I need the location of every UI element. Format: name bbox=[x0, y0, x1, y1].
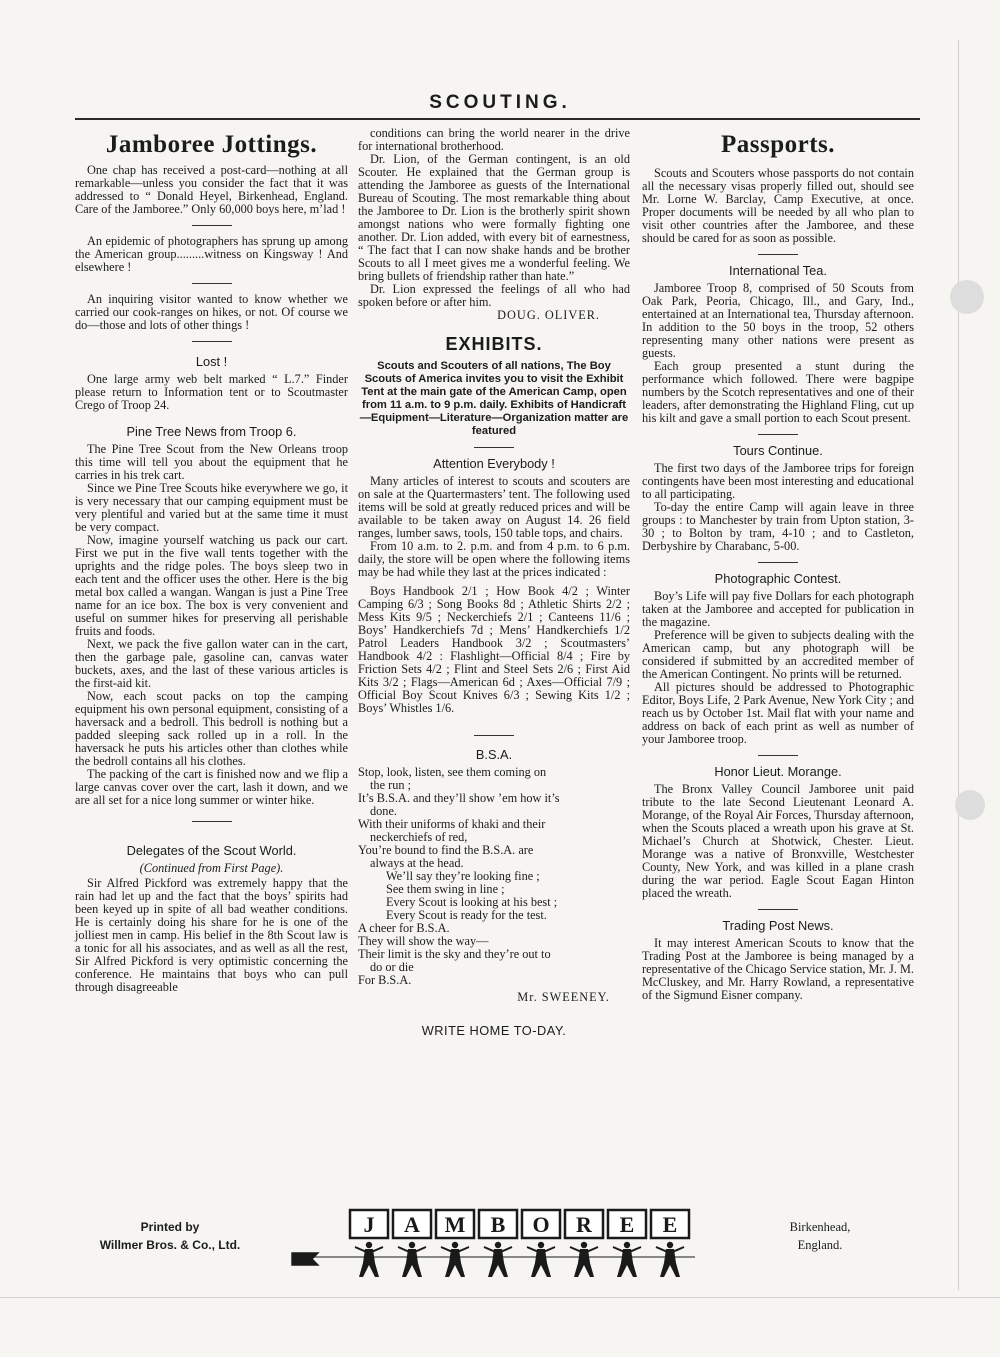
banner-letter: B bbox=[490, 1212, 506, 1237]
jottings-paragraph: An epidemic of photographers has sprung up among the American group.........witness on Kingsway ! And elsewhere ! bbox=[75, 234, 348, 274]
jamboree-banner-logo bbox=[290, 1207, 700, 1282]
column-2 bbox=[358, 127, 630, 1037]
attention-paragraph: Many articles of interest to scouts and scouters are on sale at the Quartermasters’ tent. The following used items will be sold at greatly reduced prices and will be available to be taken away on August 14. 26 field ranges, lumber saws, tools, 150 table tops, and chairs. bbox=[358, 474, 630, 540]
pine-tree-paragraph: The Pine Tree Scout from the New Orleans troop this time will tell you about the equipment that he carries in his trek cart. bbox=[75, 442, 348, 482]
poem-author: Mr. SWEENEY. bbox=[517, 990, 610, 1004]
exhibits-notice: Scouts and Scouters of all nations, The Boy Scouts of America invites you to visit the Exhibit Tent at the main gate of the American Camp, open from 11 a.m. to 9 p.m. daily. Exhibits of Handicraft—Equipment—Literature—Organization matter are featured bbox=[359, 360, 629, 437]
poem-line: A cheer for B.S.A. bbox=[358, 921, 450, 935]
delegates-paragraph: Sir Alfred Pickford was extremely happy that the rain had let up and the fact that the boys’ spirits had been keyed up in spite of all bad weather conditions. He is certainly doing his share for he is one of the jolliest men in camp. His belief in the 8th Scout law is a tonic for all his associates, and as well as all the rest, Sir Alfred Pickford is very optimistic concerning the conference. He maintains that boys who can pull through disagreeable bbox=[75, 876, 348, 994]
passports-paragraph: Scouts and Scouters whose passports do not contain all the necessary visas properly filled out, should see Mr. Lorne W. Barclay, Camp Executive, at once. Proper documents will be needed by all who plan to visit other countries after the Jamboree, and these should be cared for as soon as possible. bbox=[642, 166, 914, 245]
separator bbox=[474, 447, 514, 448]
delegates-continued-paragraph: Dr. Lion expressed the feelings of all who had spoken before or after him. bbox=[358, 282, 630, 309]
paper-blemish bbox=[950, 280, 984, 314]
poem-line: Every Scout is looking at his best ; bbox=[386, 895, 558, 909]
banner-letter: O bbox=[532, 1212, 550, 1237]
poem-line: neckerchiefs of red, bbox=[370, 830, 468, 844]
banner-letter: M bbox=[444, 1212, 466, 1237]
bsa-title: B.S.A. bbox=[475, 747, 513, 762]
lost-body: One large army web belt marked “ L.7.” Finder please return to Information tent or to Scoutmaster Crego of Troop 24. bbox=[75, 372, 348, 412]
delegates-continued-paragraph: conditions can bring the world nearer in the drive for international brotherhood. bbox=[358, 126, 630, 153]
banner-letter-box bbox=[608, 1210, 646, 1238]
separator bbox=[758, 909, 798, 910]
banner-letter-box bbox=[350, 1210, 388, 1238]
jottings-paragraph: One chap has received a post-card—nothing at all remarkable—unless you consider the fact that it was addressed to “ Donald Heyel, Birkenhead, England. Care of the Jamboree.” Only 60,000 boys here, m’lad ! bbox=[75, 163, 348, 216]
banner-letter-box bbox=[651, 1210, 689, 1238]
pine-tree-paragraph: Since we Pine Tree Scouts hike everywhere we go, it is very necessary that our camping equipment must be very plentiful and varied but at the same time it must be very compact. bbox=[75, 481, 348, 534]
lost-title: Lost ! bbox=[195, 354, 228, 369]
column-1 bbox=[75, 127, 348, 994]
poem-line: done. bbox=[370, 804, 397, 818]
poem-line: With their uniforms of khaki and their bbox=[358, 817, 546, 831]
banner-letter-box bbox=[479, 1210, 517, 1238]
printer-credit bbox=[75, 1218, 265, 1254]
separator bbox=[758, 562, 798, 563]
poem-line: You’re bound to find the B.S.A. are bbox=[358, 843, 534, 857]
delegates-continued-note: (Continued from First Page). bbox=[139, 861, 284, 875]
column-3 bbox=[642, 127, 914, 1002]
banner-letter: J bbox=[363, 1212, 375, 1237]
scout-figure-icon bbox=[613, 1242, 641, 1277]
poem-line: We’ll say they’re looking fine ; bbox=[386, 869, 540, 883]
tours-title: Tours Continue. bbox=[733, 443, 823, 458]
photo-paragraph: Boy’s Life will pay five Dollars for each photograph taken at the Jamboree and accepted for publication in the magazine. bbox=[642, 589, 914, 629]
exhibits-title: EXHIBITS. bbox=[445, 334, 543, 354]
location-credit bbox=[770, 1218, 870, 1254]
pine-tree-title: Pine Tree News from Troop 6. bbox=[126, 424, 297, 439]
page-fold-line bbox=[958, 40, 959, 1290]
banner-letter: R bbox=[576, 1212, 592, 1237]
scout-figure-icon bbox=[527, 1242, 555, 1277]
page-bottom-edge bbox=[0, 1297, 1000, 1298]
poem-line: always at the head. bbox=[370, 856, 464, 870]
tea-paragraph: Jamboree Troop 8, comprised of 50 Scouts from Oak Park, Peoria, Chicago, Ill., and Gary, Ind., entertained at an International tea, Thursday afternoon. In addition to the 50 boys in the troop, 52 others representing many other nations were present as guests. bbox=[642, 281, 914, 360]
banner-letter: A bbox=[404, 1212, 420, 1237]
trading-paragraph: It may interest American Scouts to know that the Trading Post at the Jamboree is being managed by a representative of the Chicago Service station, Mr. J. M. McCluskey, and Mr. Harry Rowland, a representative of the Sigmund Eisner company. bbox=[642, 936, 914, 1002]
poem-line: Stop, look, listen, see them coming on bbox=[358, 765, 547, 779]
delegates-title: Delegates of the Scout World. bbox=[126, 843, 297, 858]
pine-tree-paragraph: Next, we pack the five gallon water can in the cart, then the garbage pale, gasoline can, canvas water buckets, axes, and the last of these various articles is the first-aid kit. bbox=[75, 637, 348, 690]
scout-figure-icon bbox=[484, 1242, 512, 1277]
honor-title: Honor Lieut. Morange. bbox=[714, 764, 842, 779]
location-city: Birkenhead, bbox=[789, 1220, 851, 1234]
separator bbox=[758, 755, 798, 756]
price-list: Boys Handbook 2/1 ; How Book 4/2 ; Winter Camping 6/3 ; Song Books 8d ; Athletic Shirts 2/2 ; Mess Kits 9/5 ; Neckerchiefs 2/1 ; Canteens 11/6 ; Boys’ Handkerchiefs 7d ; Mens’ Handkerchiefs 1/2 Patrol Leaders Handbook 3/2 ; Scoutmasters’ Handbook 4/2 : Flashlight—Official 8/4 ; Fire by Friction Sets 4/2 ; Flint and Steel Sets 2/6 ; First Aid Kits 3/2 ; Flags—American 6d ; Axes—Official 7/9 ; Official Boy Scout Knives 6/3 ; Sewing Kits 1/2 ; Boys’ Whistles 1/6. bbox=[358, 584, 630, 715]
separator bbox=[192, 821, 232, 822]
pine-tree-paragraph: Now, imagine yourself watching us pack our cart. First we put in the five wall tents together with the uprights and the ridge poles. The boys sleep two in each tent and the officer uses the other. Here is the big metal box called a wangan. Wangan is just a Pine Tree name for an ice box. The box is very convenient and useful on summer hikes for preserving all perishable fruits and foods. bbox=[75, 533, 348, 638]
author-signature: DOUG. OLIVER. bbox=[497, 308, 600, 322]
banner-letter-box bbox=[522, 1210, 560, 1238]
paper-blemish bbox=[955, 790, 985, 820]
printed-by-label: Printed by bbox=[140, 1220, 200, 1234]
masthead: SCOUTING. bbox=[429, 92, 571, 113]
separator bbox=[192, 283, 232, 284]
printer-name: Willmer Bros. & Co., Ltd. bbox=[99, 1238, 241, 1252]
poem-line: Their limit is the sky and they’re out to bbox=[358, 947, 551, 961]
jamboree-jottings-title: Jamboree Jottings. bbox=[105, 131, 318, 158]
separator bbox=[474, 735, 514, 736]
tours-paragraph: To-day the entire Camp will again leave in three groups : to Manchester by train from Upton station, 3-30 ; to Bolton by tram, 4-10 ; and to Castleton, Derbyshire by Charabanc, 5-00. bbox=[642, 500, 914, 553]
attention-paragraph: From 10 a.m. to 2. p.m. and from 4 p.m. to 6 p.m. daily, the store will be open where the following items may be had while they last at the prices indicated : bbox=[358, 539, 630, 579]
tea-paragraph: Each group presented a stunt during the performance which followed. There were bagpipe numbers by the Scotch representatives and one of their leaders, after demonstrating the Highland Fling, cut up his kilt and gave a small portion to each Scout present. bbox=[642, 359, 914, 425]
poem-line: do or die bbox=[370, 960, 414, 974]
photographic-contest-title: Photographic Contest. bbox=[714, 571, 842, 586]
scout-figure-icon bbox=[656, 1242, 684, 1277]
poem-line: the run ; bbox=[370, 778, 411, 792]
poem-line: For B.S.A. bbox=[358, 973, 412, 987]
banner-letter: E bbox=[619, 1212, 635, 1237]
pine-tree-paragraph: Now, each scout packs on top the camping equipment his own personal equipment, consisting of a haversack and a bedroll. This bedroll is nothing but a padded sleeping sack rolled up in a roll. In the haversack he puts his articles other than clothes while the bedroll contains all his clothes. bbox=[75, 689, 348, 768]
photo-paragraph: All pictures should be addressed to Photographic Editor, Boys Life, 2 Park Avenue, New York City ; and reach us by October 1st. Mail flat with your name and address on back of each print as well as number of your Jamboree troop. bbox=[642, 680, 914, 746]
poem-line: Every Scout is ready for the test. bbox=[386, 908, 547, 922]
scout-figure-icon bbox=[355, 1242, 383, 1277]
delegates-continued-paragraph: Dr. Lion, of the German contingent, is an old Scouter. He explained that the German group is attending the Jamboree as guests of the International Bureau of Scouting. The most remarkable thing about the Jamboree to Dr. Lion is the brotherly spirit shown amongst nations who were formally fighting one another. Dr. Lion added, with every bit of earnestness, “ The fact that I can now shake hands and be brother Scouts to all I meet gives me a wonderful feeling. We bring bullets of friendship rather than hate.” bbox=[358, 152, 630, 283]
photo-paragraph: Preference will be given to subjects dealing with the American camp, but any photograph will be considered if submitted by an accredited member of the American Contingent. No prints will be returned. bbox=[642, 628, 914, 681]
attention-title: Attention Everybody ! bbox=[433, 456, 555, 471]
international-tea-title: International Tea. bbox=[729, 263, 827, 278]
banner-letter-box bbox=[436, 1210, 474, 1238]
separator bbox=[758, 434, 798, 435]
separator bbox=[192, 341, 232, 342]
poem-line: They will show the way— bbox=[358, 934, 489, 948]
bsa-poem bbox=[358, 766, 630, 1004]
poem-line: It’s B.S.A. and they’ll show ’em how it’s bbox=[358, 791, 560, 805]
tours-paragraph: The first two days of the Jamboree trips for foreign contingents have been most interesting and educational to all participating. bbox=[642, 461, 914, 501]
scout-figure-icon bbox=[398, 1242, 426, 1277]
poem-line: See them swing in line ; bbox=[386, 882, 505, 896]
write-home-slogan: WRITE HOME TO-DAY. bbox=[421, 1023, 567, 1038]
masthead-rule bbox=[75, 118, 920, 120]
scout-figure-icon bbox=[441, 1242, 469, 1277]
separator bbox=[192, 225, 232, 226]
honor-paragraph: The Bronx Valley Council Jamboree unit paid tribute to the late Second Lieutenant Leonard A. Morange, of the Royal Air Forces, Thursday afternoon, when the Scouts placed a wreath upon his grave at St. Michael’s Church at Shotwick, Chester. Lieut. Morange was a native of Bronxville, Westchester County, New York, and was killed in a plane crash during the war period. Eagle Scout Eagan Hinton placed the wreath. bbox=[642, 782, 914, 900]
passports-title: Passports. bbox=[720, 131, 836, 158]
location-country: England. bbox=[797, 1238, 843, 1252]
banner-letter: E bbox=[662, 1212, 678, 1237]
jottings-paragraph: An inquiring visitor wanted to know whether we carried our cook-ranges on hikes, or not. Of course we do—those and lots of other things ! bbox=[75, 292, 348, 332]
trading-post-title: Trading Post News. bbox=[722, 918, 834, 933]
banner-letter-box bbox=[393, 1210, 431, 1238]
pine-tree-paragraph: The packing of the cart is finished now and we flip a large canvas cover over the cart, lash it down, and we are all set for a nice long summer or winter hike. bbox=[75, 767, 348, 807]
banner-letter-box bbox=[565, 1210, 603, 1238]
scout-figure-icon bbox=[570, 1242, 598, 1277]
separator bbox=[758, 254, 798, 255]
